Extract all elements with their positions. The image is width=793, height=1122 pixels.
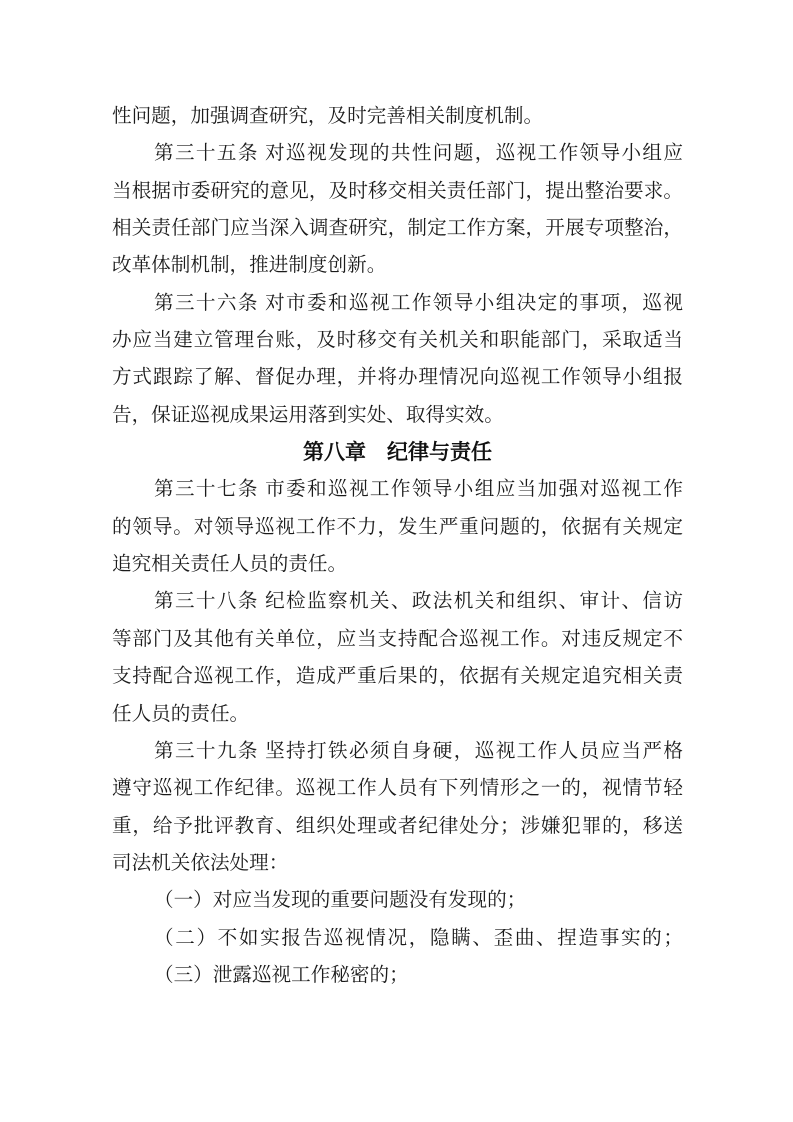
text-line: 重，给予批评教育、组织处理或者纪律处分；涉嫌犯罪的，移送 [112,815,683,837]
text-line: 支持配合巡视工作，造成严重后果的，依据有关规定追究相关责 [112,666,683,688]
chapter-heading: 第八章 纪律与责任 [303,441,492,465]
text-line: 方式跟踪了解、督促办理，并将办理情况向巡视工作领导小组报 [112,367,683,389]
text-line: （三）泄露巡视工作秘密的； [154,964,409,986]
text-line: 任人员的责任。 [112,703,250,725]
text-line: 的领导。对领导巡视工作不力，发生严重问题的，依据有关规定 [112,516,683,538]
text-line: 遵守巡视工作纪律。巡视工作人员有下列情形之一的，视情节轻 [112,778,683,800]
text-line: 第三十八条 纪检监察机关、政法机关和组织、审计、信访 [154,591,683,613]
text-line: 第三十五条 对巡视发现的共性问题，巡视工作领导小组应 [154,143,683,165]
text-line: 第三十六条 对市委和巡视工作领导小组决定的事项，巡视 [154,292,683,314]
text-line: 司法机关依法处理： [112,852,289,874]
text-line: 等部门及其他有关单位，应当支持配合巡视工作。对违反规定不 [112,628,683,650]
text-line: 告，保证巡视成果运用落到实处、取得实效。 [112,404,504,426]
text-line: 办应当建立管理台账，及时移交有关机关和职能部门，采取适当 [112,330,683,352]
text-line: （一）对应当发现的重要问题没有发现的； [154,890,527,912]
text-line: 第三十九条 坚持打铁必须自身硬，巡视工作人员应当严格 [154,740,683,762]
text-line: 性问题，加强调查研究，及时完善相关制度机制。 [112,106,544,127]
text-line: 第三十七条 市委和巡视工作领导小组应当加强对巡视工作 [154,479,683,501]
text-line: 当根据市委研究的意见，及时移交相关责任部门，提出整治要求。 [112,180,683,202]
text-line: 改革体制机制，推进制度创新。 [112,255,387,277]
text-column [112,98,683,994]
text-line: 追究相关责任人员的责任。 [112,554,348,576]
text-line: 相关责任部门应当深入调查研究，制定工作方案，开展专项整治， [112,218,683,240]
text-line: （二）不如实报告巡视情况，隐瞒、歪曲、捏造事实的； [154,927,683,949]
